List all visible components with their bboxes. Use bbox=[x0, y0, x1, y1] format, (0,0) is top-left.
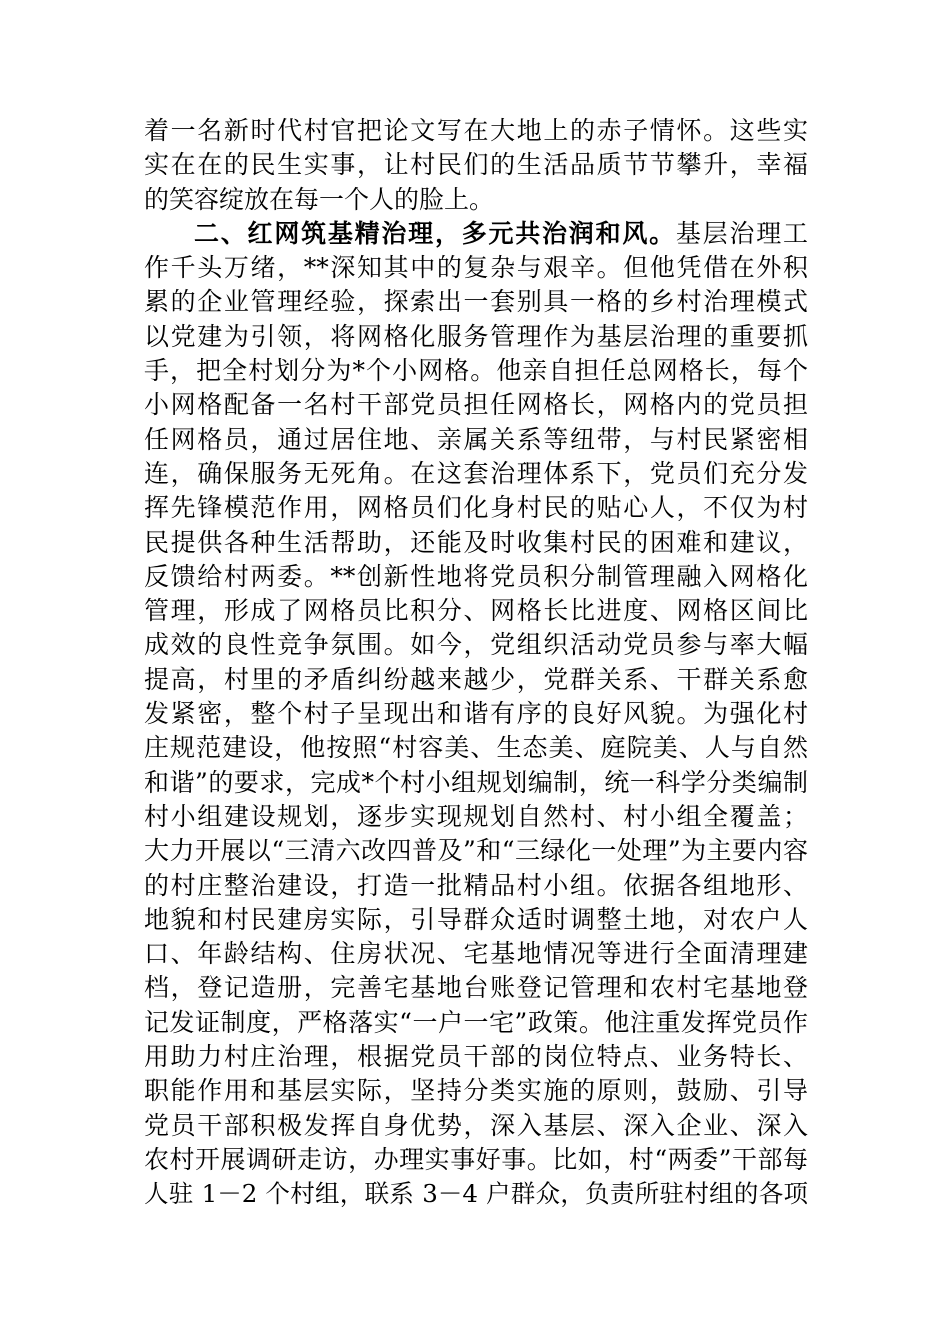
text-line: 农村开展调研走访，办理实事好事。比如，村“两委”干部每 bbox=[144, 1144, 808, 1174]
text-line: 反馈给村两委。**创新性地将党员积分制管理融入网格化 bbox=[144, 561, 808, 591]
text-line: 庄规范建设，他按照“村容美、生态美、庭院美、人与自然 bbox=[144, 733, 808, 763]
text-line: 档，登记造册，完善宅基地台账登记管理和农村宅基地登 bbox=[144, 973, 808, 1003]
text-line: 挥先锋模范作用，网格员们化身村民的贴心人，不仅为村 bbox=[144, 493, 808, 523]
text-line: 管理，形成了网格员比积分、网格长比进度、网格区间比 bbox=[144, 596, 808, 626]
text-line: 大力开展以“三清六改四普及”和“三绿化一处理”为主要内容 bbox=[144, 836, 808, 866]
section-heading: 二、红网筑基精治理，多元共治润和风。 bbox=[194, 218, 676, 248]
text-line: 村小组建设规划，逐步实现规划自然村、村小组全覆盖； bbox=[144, 801, 808, 831]
text-line: 提高，村里的矛盾纠纷越来越少，党群关系、干群关系愈 bbox=[144, 664, 808, 694]
text-line: 任网格员，通过居住地、亲属关系等纽带，与村民紧密相 bbox=[144, 424, 808, 454]
text-line: 地貌和村民建房实际，引导群众适时调整土地，对农户人 bbox=[144, 904, 808, 934]
text-line: 用助力村庄治理，根据党员干部的岗位特点、业务特长、 bbox=[144, 1042, 808, 1072]
text-line: 连，确保服务无死角。在这套治理体系下，党员们充分发 bbox=[144, 458, 808, 488]
text-line: 手，把全村划分为*个小网格。他亲自担任总网格长，每个 bbox=[144, 356, 808, 386]
text-line: 成效的良性竞争氛围。如今，党组织活动党员参与率大幅 bbox=[144, 630, 808, 660]
text-line: 口、年龄结构、住房状况、宅基地情况等进行全面清理建 bbox=[144, 939, 808, 969]
text-line: 党员干部积极发挥自身优势，深入基层、深入企业、深入 bbox=[144, 1110, 808, 1140]
text-line: 人驻 1－2 个村组，联系 3－4 户群众，负责所驻村组的各项 bbox=[144, 1179, 808, 1209]
text-line: 小网格配备一名村干部党员担任网格长，网格内的党员担 bbox=[144, 390, 808, 420]
document-body bbox=[144, 114, 808, 1212]
text-line: 以党建为引领，将网格化服务管理作为基层治理的重要抓 bbox=[144, 321, 808, 351]
text-line: 作千头万绪，**深知其中的复杂与艰辛。但他凭借在外积 bbox=[144, 253, 808, 283]
text-line: 累的企业管理经验，探索出一套别具一格的乡村治理模式 bbox=[144, 287, 808, 317]
section-heading-continuation: 基层治理工 bbox=[675, 218, 808, 248]
text-line: 职能作用和基层实际，坚持分类实施的原则，鼓励、引导 bbox=[144, 1076, 808, 1106]
text-line: 和谐”的要求，完成*个村小组规划编制，统一科学分类编制 bbox=[144, 767, 808, 797]
section-heading-line bbox=[144, 217, 808, 251]
text-line: 实在在的民生实事，让村民们的生活品质节节攀升，幸福 bbox=[144, 150, 808, 180]
text-line: 着一名新时代村官把论文写在大地上的赤子情怀。这些实 bbox=[144, 116, 808, 145]
text-line: 记发证制度，严格落实“一户一宅”政策。他注重发挥党员作 bbox=[144, 1007, 808, 1037]
text-line: 发紧密，整个村子呈现出和谐有序的良好风貌。为强化村 bbox=[144, 699, 808, 729]
text-line: 的村庄整治建设，打造一批精品村小组。依据各组地形、 bbox=[144, 870, 808, 900]
text-line: 的笑容绽放在每一个人的脸上。 bbox=[144, 184, 495, 214]
text-line: 民提供各种生活帮助，还能及时收集村民的困难和建议， bbox=[144, 527, 808, 557]
